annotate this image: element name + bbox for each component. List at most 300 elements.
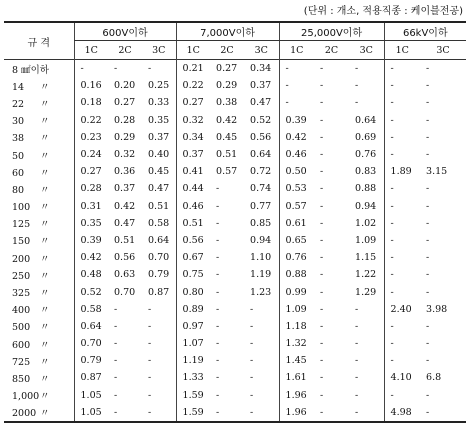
ditto-mark: 〃	[40, 184, 50, 196]
ditto-mark: 〃	[40, 150, 50, 162]
value-cell: -	[279, 94, 314, 111]
table-row	[4, 283, 466, 300]
size-cell	[4, 215, 74, 232]
value-cell: 0.52	[74, 283, 108, 300]
value-cell: -	[355, 80, 359, 92]
value-cell: 6.8	[426, 372, 442, 384]
value-cell: -	[426, 149, 430, 161]
core-header: 1C	[74, 41, 108, 60]
value-cell: 0.35	[148, 114, 170, 126]
value-cell: 0.37	[114, 183, 136, 195]
value-cell: 0.72	[250, 166, 272, 178]
value-cell: -	[250, 389, 254, 401]
value-cell: -	[320, 63, 324, 75]
size-cell	[4, 94, 74, 111]
value-cell: 0.47	[148, 183, 170, 195]
size-cell	[4, 60, 74, 78]
value-cell: -	[349, 404, 384, 422]
value-cell: 0.37	[148, 131, 170, 143]
value-cell: -	[384, 198, 420, 215]
value-cell: 1.96	[279, 404, 314, 422]
value-cell: 0.42	[74, 249, 108, 266]
value-cell: 0.57	[279, 198, 314, 215]
value-cell: 0.70	[74, 335, 108, 352]
value-cell: 0.61	[279, 215, 314, 232]
group-header-25000v: 25,000V이하	[279, 22, 384, 41]
core-header: 1C	[176, 41, 210, 60]
value-cell: 0.48	[74, 266, 108, 283]
value-cell: 0.27	[176, 94, 210, 111]
unit-note: (단위 : 개소, 적용직종 : 케이블전공)	[303, 6, 463, 17]
ditto-mark: 〃	[40, 356, 50, 368]
size-value: 60	[12, 167, 25, 179]
value-cell: -	[216, 372, 220, 384]
value-cell: 0.45	[148, 166, 170, 178]
table-row	[4, 369, 466, 386]
value-cell: -	[426, 320, 430, 332]
size-cell	[4, 180, 74, 197]
value-cell: 1.59	[176, 404, 210, 422]
value-cell: -	[384, 215, 420, 232]
value-cell: -	[355, 372, 359, 384]
value-cell: -	[384, 232, 420, 249]
core-header: 3C	[254, 44, 268, 56]
size-value: 150	[12, 236, 31, 248]
table-row	[4, 232, 466, 249]
value-cell: -	[216, 183, 220, 195]
value-cell: 0.38	[216, 97, 238, 109]
value-cell: 0.39	[74, 232, 108, 249]
value-cell: 0.44	[176, 180, 210, 197]
core-header: 2C	[220, 44, 234, 56]
value-cell: 0.35	[74, 215, 108, 232]
value-cell: -	[320, 200, 324, 212]
size-value: 400	[12, 305, 31, 317]
value-cell: -	[114, 320, 118, 332]
value-cell: -	[426, 355, 430, 367]
value-cell: 0.50	[279, 163, 314, 180]
size-cell	[4, 266, 74, 283]
value-cell: -	[148, 355, 152, 367]
value-cell: -	[426, 200, 430, 212]
value-cell: 0.97	[176, 318, 210, 335]
value-cell: 0.22	[74, 112, 108, 129]
value-cell: -	[148, 372, 152, 384]
value-cell: -	[279, 77, 314, 94]
value-cell: 0.69	[355, 131, 377, 143]
value-cell: -	[250, 320, 254, 332]
value-cell: 0.23	[74, 129, 108, 146]
table-row	[4, 404, 466, 422]
size-cell	[4, 352, 74, 369]
value-cell: -	[384, 77, 420, 94]
value-cell: -	[355, 355, 359, 367]
value-cell: -	[320, 149, 324, 161]
ditto-mark: 〃	[40, 373, 50, 385]
size-value: 850	[12, 373, 31, 385]
value-cell: 1.02	[355, 217, 377, 229]
value-cell: -	[320, 320, 324, 332]
core-header: 1C	[384, 41, 420, 60]
value-cell: 0.46	[279, 146, 314, 163]
value-cell: 0.88	[355, 183, 377, 195]
ditto-mark: 〃	[40, 202, 50, 214]
size-value: 250	[12, 270, 31, 282]
value-cell: -	[216, 269, 220, 281]
group-header-66kv: 66kV이하	[384, 22, 466, 41]
value-cell: -	[320, 303, 324, 315]
table-row	[4, 112, 466, 129]
value-cell: -	[320, 131, 324, 143]
value-cell: 0.76	[279, 249, 314, 266]
value-cell: 0.80	[176, 283, 210, 300]
size-cell	[4, 249, 74, 266]
value-cell: -	[320, 166, 324, 178]
value-cell: -	[216, 355, 220, 367]
value-cell: 0.37	[250, 80, 272, 92]
value-cell: 0.79	[148, 269, 170, 281]
value-cell: -	[244, 404, 279, 422]
value-cell: 0.57	[216, 166, 238, 178]
value-cell: 0.76	[355, 149, 377, 161]
value-cell: 3.98	[426, 303, 448, 315]
value-cell: 0.87	[74, 369, 108, 386]
table-row	[4, 60, 466, 78]
value-cell: -	[216, 389, 220, 401]
value-cell: -	[384, 249, 420, 266]
value-cell: -	[426, 217, 430, 229]
ditto-mark: 〃	[40, 322, 50, 334]
value-cell: 0.88	[279, 266, 314, 283]
value-cell: -	[114, 389, 118, 401]
core-header: 3C	[436, 44, 450, 56]
ditto-mark: 〃	[40, 116, 50, 128]
value-cell: -	[148, 320, 152, 332]
size-value: 100	[12, 202, 31, 214]
value-cell: 0.56	[114, 252, 136, 264]
value-cell: -	[384, 283, 420, 300]
value-cell: -	[279, 60, 314, 78]
value-cell: -	[210, 404, 244, 422]
table-row	[4, 215, 466, 232]
value-cell: 0.47	[250, 97, 272, 109]
value-cell: 0.64	[74, 318, 108, 335]
core-header: 3C	[359, 44, 373, 56]
table-row	[4, 387, 466, 404]
value-cell: -	[216, 217, 220, 229]
value-cell: -	[384, 180, 420, 197]
value-cell: -	[384, 266, 420, 283]
value-cell: 1.07	[176, 335, 210, 352]
value-cell: 0.51	[114, 234, 136, 246]
value-cell: 0.83	[355, 166, 377, 178]
size-value: 725	[12, 356, 31, 368]
table-row	[4, 94, 466, 111]
value-cell: -	[108, 404, 142, 422]
value-cell: -	[320, 338, 324, 350]
value-cell: 1.22	[355, 269, 377, 281]
ditto-mark: 〃	[40, 288, 50, 300]
value-cell: -	[320, 252, 324, 264]
value-cell: 0.41	[176, 163, 210, 180]
value-cell: -	[320, 80, 324, 92]
value-cell: 0.52	[250, 114, 272, 126]
value-cell: -	[216, 286, 220, 298]
value-cell: 0.58	[74, 301, 108, 318]
value-cell: -	[320, 269, 324, 281]
value-cell: -	[320, 97, 324, 109]
value-cell: 1.59	[176, 387, 210, 404]
value-cell: -	[320, 217, 324, 229]
size-value: 30	[12, 116, 25, 128]
ditto-mark: 〃	[40, 81, 50, 93]
size-cell	[4, 301, 74, 318]
value-cell: -	[355, 389, 359, 401]
value-cell: 1.89	[384, 163, 420, 180]
size-cell	[4, 146, 74, 163]
value-cell: -	[320, 355, 324, 367]
ditto-mark: 〃	[40, 253, 50, 265]
ditto-mark: 〃	[40, 167, 50, 179]
core-header: 3C	[152, 44, 166, 56]
core-header: 1C	[279, 41, 314, 60]
value-cell: -	[355, 97, 359, 109]
size-cell	[4, 129, 74, 146]
value-cell: 0.20	[114, 80, 136, 92]
value-cell: 0.34	[250, 63, 272, 75]
value-cell: -	[320, 183, 324, 195]
table-row	[4, 266, 466, 283]
table-row	[4, 352, 466, 369]
value-cell: -	[114, 372, 118, 384]
value-cell: -	[114, 303, 118, 315]
value-cell: 0.67	[176, 249, 210, 266]
value-cell: 1.19	[176, 352, 210, 369]
value-cell: -	[426, 269, 430, 281]
value-cell: -	[142, 404, 176, 422]
value-cell: -	[384, 318, 420, 335]
value-cell: 0.42	[114, 200, 136, 212]
value-cell: -	[320, 389, 324, 401]
value-cell: 0.47	[114, 217, 136, 229]
table-row	[4, 335, 466, 352]
value-cell: 0.94	[250, 234, 272, 246]
size-cell	[4, 232, 74, 249]
value-cell: 0.64	[250, 149, 272, 161]
ditto-mark: 〃	[40, 408, 50, 420]
value-cell: -	[216, 200, 220, 212]
ditto-mark: 〃	[40, 391, 50, 403]
value-cell: -	[384, 112, 420, 129]
value-cell: 0.28	[74, 180, 108, 197]
value-cell: 0.53	[279, 180, 314, 197]
table-row	[4, 129, 466, 146]
value-cell: 0.37	[176, 146, 210, 163]
value-cell: 1.96	[279, 387, 314, 404]
value-cell: -	[355, 303, 359, 315]
ditto-mark: 〃	[40, 219, 50, 231]
value-cell: 0.64	[355, 114, 377, 126]
value-cell: 0.89	[176, 301, 210, 318]
value-cell: 0.77	[250, 200, 272, 212]
value-cell: 0.42	[216, 114, 238, 126]
value-cell: -	[250, 338, 254, 350]
value-cell: 1.09	[355, 234, 377, 246]
value-cell: -	[355, 338, 359, 350]
value-cell: -	[426, 286, 430, 298]
value-cell: -	[148, 338, 152, 350]
size-column-header: 규 격	[27, 37, 50, 49]
ditto-mark: 〃	[40, 339, 50, 351]
size-value: 200	[12, 253, 31, 265]
value-cell: 1.45	[279, 352, 314, 369]
value-cell: -	[320, 372, 324, 384]
size-value: 14	[12, 81, 25, 93]
value-cell: 0.46	[176, 198, 210, 215]
value-cell: -	[384, 335, 420, 352]
value-cell: -	[314, 404, 349, 422]
table-row	[4, 77, 466, 94]
size-cell	[4, 387, 74, 404]
value-cell: 1.10	[250, 252, 272, 264]
value-cell: -	[426, 63, 430, 75]
value-cell: 0.31	[74, 198, 108, 215]
value-cell: 0.25	[148, 80, 170, 92]
value-cell: -	[426, 252, 430, 264]
table-row	[4, 180, 466, 197]
value-cell: 0.32	[114, 149, 136, 161]
value-cell: 0.64	[148, 234, 170, 246]
value-cell: 1.61	[279, 369, 314, 386]
value-cell: 3.15	[426, 166, 448, 178]
value-cell: 0.34	[176, 129, 210, 146]
labor-rate-table	[4, 21, 466, 423]
size-value: 50	[12, 150, 25, 162]
table-row	[4, 163, 466, 180]
value-cell: -	[216, 338, 220, 350]
value-cell: -	[426, 183, 430, 195]
value-cell: 0.56	[176, 232, 210, 249]
value-cell: -	[114, 63, 118, 75]
value-cell: 1.19	[250, 269, 272, 281]
value-cell: 0.22	[176, 77, 210, 94]
value-cell: 0.27	[216, 63, 238, 75]
value-cell: -	[426, 80, 430, 92]
value-cell: -	[250, 372, 254, 384]
value-cell: 0.42	[279, 129, 314, 146]
value-cell: -	[426, 131, 430, 143]
value-cell: -	[250, 303, 254, 315]
value-cell: -	[384, 129, 420, 146]
value-cell: 1.32	[279, 335, 314, 352]
value-cell: -	[420, 404, 466, 422]
value-cell: 0.32	[176, 112, 210, 129]
value-cell: -	[148, 389, 152, 401]
value-cell: 0.70	[148, 252, 170, 264]
size-value: 8 ㎟이하	[12, 64, 49, 76]
value-cell: 0.45	[216, 131, 238, 143]
ditto-mark: 〃	[40, 133, 50, 145]
value-cell: 1.05	[74, 404, 108, 422]
value-cell: -	[250, 355, 254, 367]
value-cell: 0.94	[355, 200, 377, 212]
value-cell: -	[384, 60, 420, 78]
value-cell: -	[320, 286, 324, 298]
value-cell: 0.51	[148, 200, 170, 212]
value-cell: 0.40	[148, 149, 170, 161]
value-cell: -	[426, 338, 430, 350]
size-cell	[4, 318, 74, 335]
value-cell: -	[426, 97, 430, 109]
size-value: 80	[12, 184, 25, 196]
value-cell: 1.18	[279, 318, 314, 335]
value-cell: -	[74, 60, 108, 78]
size-value: 600	[12, 339, 31, 351]
value-cell: 1.09	[279, 301, 314, 318]
value-cell: -	[320, 114, 324, 126]
value-cell: 0.70	[114, 286, 136, 298]
ditto-mark: 〃	[40, 236, 50, 248]
value-cell: -	[384, 94, 420, 111]
size-cell	[4, 283, 74, 300]
table-body	[4, 60, 466, 422]
value-cell: -	[384, 352, 420, 369]
ditto-mark: 〃	[40, 305, 50, 317]
value-cell: 1.23	[250, 286, 272, 298]
value-cell: 1.05	[74, 387, 108, 404]
size-value: 2000	[12, 408, 37, 420]
value-cell: 0.21	[176, 60, 210, 78]
value-cell: 4.10	[384, 369, 420, 386]
value-cell: -	[384, 387, 420, 404]
value-cell: 0.51	[176, 215, 210, 232]
value-cell: 0.87	[148, 286, 170, 298]
value-cell: 1.15	[355, 252, 377, 264]
size-cell	[4, 404, 74, 422]
value-cell: 0.24	[74, 146, 108, 163]
value-cell: -	[426, 389, 430, 401]
value-cell: 1.29	[355, 286, 377, 298]
value-cell: 0.75	[176, 266, 210, 283]
value-cell: -	[355, 320, 359, 332]
value-cell: -	[148, 63, 152, 75]
value-cell: 0.18	[74, 94, 108, 111]
value-cell: -	[355, 63, 359, 75]
value-cell: 0.29	[216, 80, 238, 92]
value-cell: 0.29	[114, 131, 136, 143]
size-cell	[4, 198, 74, 215]
value-cell: -	[114, 355, 118, 367]
size-value: 38	[12, 133, 25, 145]
size-cell	[4, 112, 74, 129]
ditto-mark: 〃	[40, 270, 50, 282]
value-cell: -	[320, 234, 324, 246]
value-cell: 0.74	[250, 183, 272, 195]
value-cell: 2.40	[384, 301, 420, 318]
table-row	[4, 301, 466, 318]
table-row	[4, 146, 466, 163]
table-row	[4, 249, 466, 266]
size-value: 1,000	[12, 391, 40, 403]
size-value: 500	[12, 322, 31, 334]
ditto-mark: 〃	[40, 98, 50, 110]
value-cell: -	[426, 234, 430, 246]
value-cell: 0.27	[74, 163, 108, 180]
value-cell: 0.28	[114, 114, 136, 126]
value-cell: 0.27	[114, 97, 136, 109]
value-cell: 0.65	[279, 232, 314, 249]
value-cell: 0.16	[74, 77, 108, 94]
